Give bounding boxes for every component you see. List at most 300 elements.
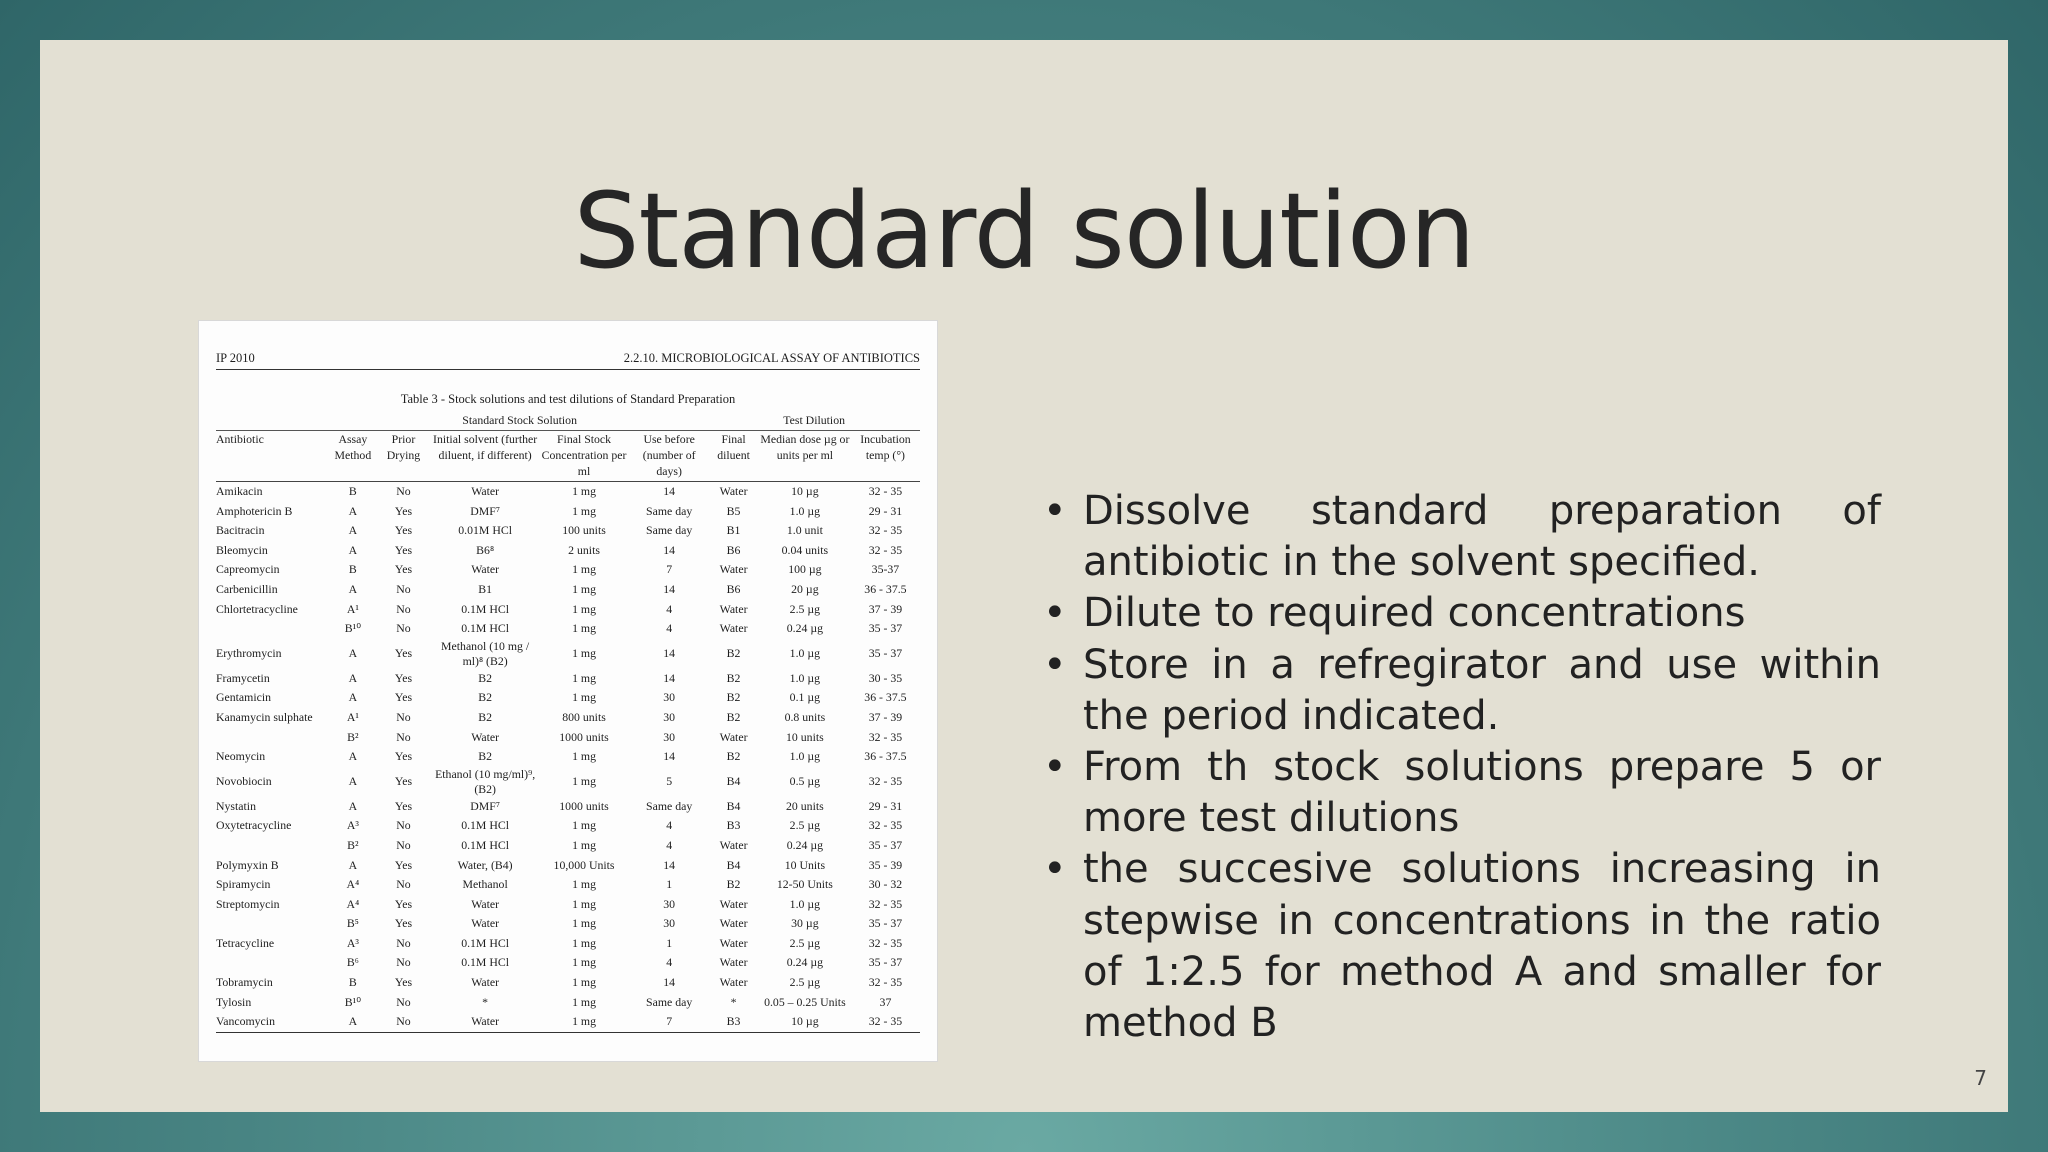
bullet-list bbox=[1043, 486, 1881, 1049]
table-row bbox=[216, 934, 920, 954]
table-cell: 14 bbox=[663, 581, 676, 596]
page-number: 7 bbox=[1974, 1066, 1987, 1090]
table-cell: Water bbox=[719, 916, 748, 931]
table-cell: 30 bbox=[663, 709, 676, 724]
table-cell: 100 units bbox=[562, 523, 606, 538]
table-cell: Streptomycin bbox=[216, 896, 280, 911]
table-cell: Kanamycin sulphate bbox=[216, 709, 313, 724]
bullet-text: From th stock solutions prepare 5 or more test dilutions bbox=[1083, 744, 1881, 842]
table-row bbox=[216, 482, 920, 502]
table-cell: 35 - 37 bbox=[868, 916, 903, 931]
table-cell: Yes bbox=[394, 798, 413, 813]
table-cell: B3 bbox=[726, 818, 741, 833]
table-cell: 0.1 µg bbox=[789, 690, 821, 705]
table-cell: 1 mg bbox=[572, 581, 596, 596]
table-cell: DMF⁷ bbox=[470, 503, 500, 518]
scan-header-left: IP 2010 bbox=[216, 351, 255, 365]
bullet-dot-icon: • bbox=[1043, 744, 1067, 791]
table-cell: 36 - 37.5 bbox=[864, 749, 907, 764]
table-cell: 35 - 39 bbox=[868, 857, 903, 872]
table-cell: 14 bbox=[663, 975, 676, 990]
table-cell: 12-50 Units bbox=[776, 877, 833, 892]
table-cell: B5 bbox=[726, 503, 741, 518]
table-cell: Water bbox=[719, 955, 748, 970]
table-cell: B2 bbox=[726, 645, 741, 660]
table-cell: Same day bbox=[646, 994, 693, 1009]
table-cell: B2 bbox=[478, 749, 493, 764]
table-cell: 1 mg bbox=[572, 916, 596, 931]
table-cell: A³ bbox=[346, 818, 359, 833]
table-cell: B bbox=[348, 562, 357, 577]
table-cell: 1000 units bbox=[559, 798, 609, 813]
table-cell: Vancomycin bbox=[216, 1012, 331, 1032]
table-row bbox=[216, 619, 920, 639]
table-cell: No bbox=[396, 484, 411, 498]
table-cell: 1.0 unit bbox=[786, 523, 823, 538]
group-test-header: Test Dilution bbox=[708, 411, 920, 431]
table-row bbox=[216, 580, 920, 600]
bullet-item bbox=[1043, 588, 1881, 639]
table-cell: 1 mg bbox=[572, 645, 596, 660]
table-cell bbox=[216, 953, 331, 973]
table-cell: 36 - 37.5 bbox=[864, 581, 907, 596]
table-row bbox=[216, 747, 920, 767]
table-cell: 36 - 37.5 bbox=[864, 690, 907, 705]
table-cell: Yes bbox=[394, 542, 413, 557]
table-cell: 1 mg bbox=[572, 621, 596, 636]
table-cell: Yes bbox=[394, 896, 413, 911]
table-cell: B bbox=[348, 484, 357, 498]
table-cell: No bbox=[396, 837, 411, 852]
bullet-dot-icon: • bbox=[1043, 846, 1067, 893]
table-cell: B2 bbox=[726, 877, 741, 892]
table-cell: 14 bbox=[663, 749, 676, 764]
table-cell: Water bbox=[719, 729, 748, 744]
table-cell: 29 - 31 bbox=[868, 798, 903, 813]
table-cell: 800 units bbox=[562, 709, 606, 724]
table-cell: Water bbox=[471, 896, 500, 911]
table-cell: B² bbox=[347, 729, 359, 744]
table-cell: 35-37 bbox=[871, 562, 900, 577]
table-row bbox=[216, 541, 920, 561]
table-cell: 2.5 µg bbox=[789, 601, 821, 616]
table-cell: A bbox=[348, 690, 358, 705]
table-cell: 0.24 µg bbox=[786, 837, 824, 852]
table-cell: B2 bbox=[726, 749, 741, 764]
table-cell: B4 bbox=[726, 773, 741, 788]
table-cell: 1.0 µg bbox=[789, 645, 821, 660]
table-cell: Yes bbox=[394, 916, 413, 931]
table-cell: 35 - 37 bbox=[868, 645, 903, 660]
table-cell: 1 mg bbox=[572, 773, 596, 788]
table-cell: 30 - 35 bbox=[868, 670, 903, 685]
table-cell: 1 mg bbox=[572, 975, 596, 990]
table-cell: 1 mg bbox=[572, 562, 596, 577]
table-cell: 0.1M HCl bbox=[461, 818, 510, 833]
table-cell: Water bbox=[719, 621, 748, 636]
table-cell: Yes bbox=[394, 523, 413, 538]
table-cell: 1 mg bbox=[572, 896, 596, 911]
table-row bbox=[216, 521, 920, 541]
table-row bbox=[216, 895, 920, 915]
table-cell: 1 bbox=[666, 935, 673, 950]
table-cell: Novobiocin bbox=[216, 773, 272, 788]
table-cell: No bbox=[396, 955, 411, 970]
table-cell: 30 bbox=[663, 729, 676, 744]
table-cell: 1 mg bbox=[572, 994, 596, 1009]
table-cell: Yes bbox=[394, 503, 413, 518]
table-cell: No bbox=[396, 621, 411, 636]
table-cell: Spiramycin bbox=[216, 877, 271, 892]
table-cell: Same day bbox=[646, 523, 693, 538]
table-cell: Amikacin bbox=[216, 484, 263, 498]
table-cell: Nystatin bbox=[216, 798, 256, 813]
table-cell: 0.1M HCl bbox=[461, 935, 510, 950]
bullet-dot-icon: • bbox=[1043, 488, 1067, 534]
table-cell: 1 mg bbox=[572, 503, 596, 518]
table-cell: 37 - 39 bbox=[868, 601, 903, 616]
table-cell: Water bbox=[471, 562, 500, 577]
table-cell: A bbox=[331, 1012, 375, 1032]
table-cell: 4 bbox=[666, 818, 673, 833]
table-cell: 4 bbox=[666, 601, 673, 616]
table-cell: B6 bbox=[726, 581, 741, 596]
bullet-item bbox=[1043, 640, 1881, 742]
table-cell: 1.0 µg bbox=[789, 670, 821, 685]
table-cell: Water bbox=[719, 484, 748, 498]
table-cell: Carbenicillin bbox=[216, 581, 278, 596]
table-cell: No bbox=[396, 818, 411, 833]
column-header: Use before (number of days) bbox=[630, 431, 708, 482]
table-cell: 20 units bbox=[786, 798, 824, 813]
slide bbox=[40, 40, 2008, 1112]
table-cell bbox=[216, 836, 331, 856]
table-cell: Capreomycin bbox=[216, 562, 280, 577]
bullet-item bbox=[1043, 742, 1881, 844]
table-row bbox=[216, 836, 920, 856]
table-cell: 14 bbox=[663, 670, 676, 685]
table-cell: 5 bbox=[666, 773, 673, 788]
table-cell: 32 - 35 bbox=[868, 523, 903, 538]
group-stock-header: Standard Stock Solution bbox=[331, 411, 708, 431]
table-row bbox=[216, 953, 920, 973]
table-cell: 0.04 units bbox=[781, 542, 829, 557]
bullet-item bbox=[1043, 844, 1881, 1049]
table-row bbox=[216, 1012, 920, 1032]
slide-title: Standard solution bbox=[573, 170, 1475, 292]
table-cell: A bbox=[348, 749, 358, 764]
table-cell: 32 - 35 bbox=[868, 935, 903, 950]
table-cell: Tetracycline bbox=[216, 935, 275, 950]
table-cell: 2.5 µg bbox=[789, 935, 821, 950]
column-header: Final diluent bbox=[708, 431, 759, 482]
table-cell: 32 - 35 bbox=[868, 896, 903, 911]
table-cell: 30 - 32 bbox=[868, 877, 903, 892]
table-row bbox=[216, 502, 920, 522]
table-cell: 4 bbox=[666, 621, 673, 636]
table-cell: 32 - 35 bbox=[868, 818, 903, 833]
table-cell: B6⁸ bbox=[476, 542, 495, 557]
table-cell: 32 - 35 bbox=[868, 542, 903, 557]
bullet-text: the succesive solutions increasing in stepwise in concentrations in the ratio of 1:2.5 for method A and smaller for method B bbox=[1083, 846, 1881, 1047]
table-cell: Chlortetracycline bbox=[216, 601, 298, 616]
column-header: Antibiotic bbox=[216, 431, 331, 482]
table-cell: 20 µg bbox=[791, 581, 819, 596]
table-cell: B1 bbox=[478, 581, 493, 596]
table-cell: Gentamicin bbox=[216, 690, 272, 705]
table-cell: 4 bbox=[666, 955, 673, 970]
table-cell: B2 bbox=[478, 670, 493, 685]
table-row bbox=[216, 639, 920, 669]
table-cell: 0.8 units bbox=[784, 709, 826, 724]
table-cell: Water bbox=[719, 975, 748, 990]
table-row bbox=[216, 767, 920, 797]
table-cell: Same day bbox=[646, 503, 693, 518]
table-cell: 1 bbox=[666, 877, 673, 892]
table-cell: Water bbox=[719, 837, 748, 852]
table-cell: B2 bbox=[726, 670, 741, 685]
table-cell: Water bbox=[719, 935, 748, 950]
table-cell bbox=[216, 619, 331, 639]
table-cell: Polymyxin B bbox=[216, 857, 279, 872]
scanned-table-image bbox=[199, 321, 937, 1061]
bullet-dot-icon: • bbox=[1043, 641, 1067, 688]
table-cell: 29 - 31 bbox=[868, 503, 903, 518]
table-cell: Tobramycin bbox=[216, 975, 273, 990]
table-cell: A bbox=[348, 645, 358, 660]
table-cell: Same day bbox=[646, 798, 693, 813]
table-cell: B1 bbox=[726, 523, 741, 538]
table-cell: 1 mg bbox=[538, 1012, 630, 1032]
table-cell: A³ bbox=[346, 935, 359, 950]
table-row bbox=[216, 914, 920, 934]
table-row bbox=[216, 797, 920, 817]
table-cell: 0.1M HCl bbox=[461, 621, 510, 636]
table-cell: A bbox=[348, 503, 358, 518]
table-cell: Methanol bbox=[462, 877, 508, 892]
table-cell: No bbox=[396, 994, 411, 1009]
table-cell: Water bbox=[471, 484, 500, 498]
table-cell: Yes bbox=[394, 562, 413, 577]
table-cell: No bbox=[396, 601, 411, 616]
table-cell: 35 - 37 bbox=[868, 955, 903, 970]
table-cell: 30 bbox=[663, 896, 676, 911]
table-cell: 14 bbox=[663, 484, 676, 498]
table-cell: B¹⁰ bbox=[344, 994, 361, 1009]
table-cell: 37 - 39 bbox=[868, 709, 903, 724]
table-row bbox=[216, 600, 920, 620]
table-cell: Yes bbox=[394, 690, 413, 705]
table-cell: Yes bbox=[394, 975, 413, 990]
table-cell: A⁴ bbox=[346, 896, 360, 911]
table-cell: 2.5 µg bbox=[789, 818, 821, 833]
table-cell: 1.0 µg bbox=[789, 749, 821, 764]
table-row bbox=[216, 973, 920, 993]
table-cell: No bbox=[375, 1012, 433, 1032]
table-cell: 1 mg bbox=[572, 690, 596, 705]
table-cell: B3 bbox=[708, 1012, 759, 1032]
column-header: Assay Method bbox=[331, 431, 375, 482]
scan-header bbox=[216, 351, 920, 370]
bullet-text: Dissolve standard preparation of antibiotic in the solvent specified. bbox=[1083, 488, 1881, 586]
table-cell: B bbox=[348, 975, 357, 990]
table-cell: 1.0 µg bbox=[789, 503, 821, 518]
table-cell: B4 bbox=[726, 798, 741, 813]
table-cell: 0.1M HCl bbox=[461, 955, 510, 970]
table-cell: 32 - 35 bbox=[868, 975, 903, 990]
table-cell: No bbox=[396, 935, 411, 950]
table-cell: 10 µg bbox=[759, 1012, 851, 1032]
table-cell: Water bbox=[432, 1012, 538, 1032]
table-cell: Water bbox=[471, 975, 500, 990]
table-cell: 1 mg bbox=[572, 935, 596, 950]
table-cell: A bbox=[348, 523, 358, 538]
table-cell: 1 mg bbox=[572, 484, 596, 498]
table-cell: 1 mg bbox=[572, 877, 596, 892]
table-cell: Water bbox=[471, 729, 500, 744]
table-cell: 0.1M HCl bbox=[461, 837, 510, 852]
table-cell: 1.0 µg bbox=[789, 896, 821, 911]
table-cell: Framycetin bbox=[216, 670, 270, 685]
table-cell: Ethanol (10 mg/ml)⁹, (B2) bbox=[435, 766, 536, 796]
table-cell: No bbox=[396, 877, 411, 892]
table-row bbox=[216, 708, 920, 728]
table-cell: B6 bbox=[726, 542, 741, 557]
table-cell: 32 - 35 bbox=[851, 1012, 920, 1032]
table-row bbox=[216, 816, 920, 836]
table-cell: A bbox=[348, 542, 358, 557]
table-cell: * bbox=[730, 994, 737, 1009]
table-cell: 35 - 37 bbox=[868, 837, 903, 852]
table-cell: A⁴ bbox=[346, 877, 360, 892]
table-cell: B¹⁰ bbox=[344, 621, 361, 636]
table-cell: 1 mg bbox=[572, 818, 596, 833]
table-cell: 14 bbox=[663, 542, 676, 557]
table-cell: 14 bbox=[663, 645, 676, 660]
table-cell: B² bbox=[347, 837, 359, 852]
column-header: Final Stock Concentration per ml bbox=[538, 431, 630, 482]
scan-header-right: 2.2.10. MICROBIOLOGICAL ASSAY OF ANTIBIOTICS bbox=[623, 351, 920, 365]
table-caption: Table 3 - Stock solutions and test dilutions of Standard Preparation bbox=[400, 392, 736, 406]
table-cell: Erythromycin bbox=[216, 645, 282, 660]
table-cell: Tylosin bbox=[216, 994, 252, 1009]
table-cell: 37 bbox=[879, 994, 892, 1009]
table-cell: 1000 units bbox=[559, 729, 609, 744]
table-cell: * bbox=[482, 994, 489, 1009]
column-header: Median dose µg or units per ml bbox=[759, 431, 851, 482]
bullet-item bbox=[1043, 486, 1881, 588]
table-cell: 1 mg bbox=[572, 601, 596, 616]
table-cell: Water bbox=[719, 601, 748, 616]
table-cell bbox=[216, 728, 331, 748]
table-cell: 35 - 37 bbox=[868, 621, 903, 636]
table-cell: B2 bbox=[726, 709, 741, 724]
table-cell: A bbox=[348, 773, 358, 788]
table-cell: No bbox=[396, 581, 411, 596]
table-cell: 7 bbox=[666, 562, 673, 577]
table-cell: 10 Units bbox=[784, 857, 826, 872]
table-cell: 10 units bbox=[786, 729, 824, 744]
table-cell: Methanol (10 mg / ml)⁸ (B2) bbox=[441, 638, 530, 668]
antibiotics-table bbox=[216, 411, 920, 1033]
table-cell: Yes bbox=[394, 773, 413, 788]
table-cell: A¹ bbox=[346, 601, 359, 616]
table-cell: Yes bbox=[394, 749, 413, 764]
table-cell: 2.5 µg bbox=[789, 975, 821, 990]
table-cell: A bbox=[348, 857, 358, 872]
table-cell: 100 µg bbox=[788, 562, 822, 577]
table-cell: A bbox=[348, 798, 358, 813]
table-row bbox=[216, 688, 920, 708]
table-cell: 0.01M HCl bbox=[458, 523, 512, 538]
table-row bbox=[216, 669, 920, 689]
table-cell: Neomycin bbox=[216, 749, 266, 764]
table-cell: 1 mg bbox=[572, 837, 596, 852]
table-cell: B2 bbox=[478, 709, 493, 724]
bullet-dot-icon: • bbox=[1043, 590, 1067, 637]
table-cell: Oxytetracycline bbox=[216, 818, 292, 833]
table-cell: 7 bbox=[630, 1012, 708, 1032]
table-cell: 4 bbox=[666, 837, 673, 852]
table-cell: 0.05 – 0.25 Units bbox=[764, 994, 846, 1009]
table-cell: Yes bbox=[394, 857, 413, 872]
table-cell: B⁵ bbox=[346, 916, 359, 931]
table-row bbox=[216, 993, 920, 1013]
table-cell: 0.5 µg bbox=[789, 773, 821, 788]
table-cell: Bleomycin bbox=[216, 542, 268, 557]
table-cell: Water bbox=[719, 896, 748, 911]
table-row bbox=[216, 856, 920, 876]
table-cell: 2 units bbox=[568, 542, 600, 557]
table-cell: 1 mg bbox=[572, 749, 596, 764]
table-cell: A bbox=[348, 670, 358, 685]
table-cell: Water, (B4) bbox=[457, 857, 513, 872]
table-cell bbox=[216, 914, 331, 934]
table-cell: 10 µg bbox=[791, 484, 819, 498]
group-spacer bbox=[216, 411, 331, 431]
table-cell: 0.1M HCl bbox=[461, 601, 510, 616]
table-cell: DMF⁷ bbox=[470, 798, 500, 813]
table-cell: B2 bbox=[726, 690, 741, 705]
table-cell: Water bbox=[471, 916, 500, 931]
bullet-text: Dilute to required concentrations bbox=[1083, 590, 1746, 637]
table-row bbox=[216, 875, 920, 895]
table-cell: B2 bbox=[478, 690, 493, 705]
table-cell: 32 - 35 bbox=[868, 773, 903, 788]
column-header: Incubation temp (°) bbox=[851, 431, 920, 482]
table-cell: B⁶ bbox=[346, 955, 359, 970]
column-header: Initial solvent (further diluent, if different) bbox=[432, 431, 538, 482]
table-cell: 0.24 µg bbox=[786, 955, 824, 970]
table-cell: 0.24 µg bbox=[786, 621, 824, 636]
table-cell: 32 - 35 bbox=[868, 729, 903, 744]
table-cell: 30 bbox=[663, 690, 676, 705]
table-cell: 32 - 35 bbox=[868, 484, 903, 498]
table-cell: A bbox=[348, 581, 358, 596]
table-cell: 10,000 Units bbox=[553, 857, 615, 872]
bullet-text: Store in a refregirator and use within the period indicated. bbox=[1083, 641, 1881, 739]
table-cell: Water bbox=[719, 562, 748, 577]
table-cell: 1 mg bbox=[572, 955, 596, 970]
column-header: Prior Drying bbox=[375, 431, 433, 482]
table-cell: Amphotericin B bbox=[216, 503, 293, 518]
table-cell: Yes bbox=[394, 645, 413, 660]
table-cell: 30 bbox=[663, 916, 676, 931]
table-cell: B4 bbox=[726, 857, 741, 872]
table-cell: A¹ bbox=[346, 709, 359, 724]
table-row bbox=[216, 728, 920, 748]
table-cell: Bacitracin bbox=[216, 523, 265, 538]
